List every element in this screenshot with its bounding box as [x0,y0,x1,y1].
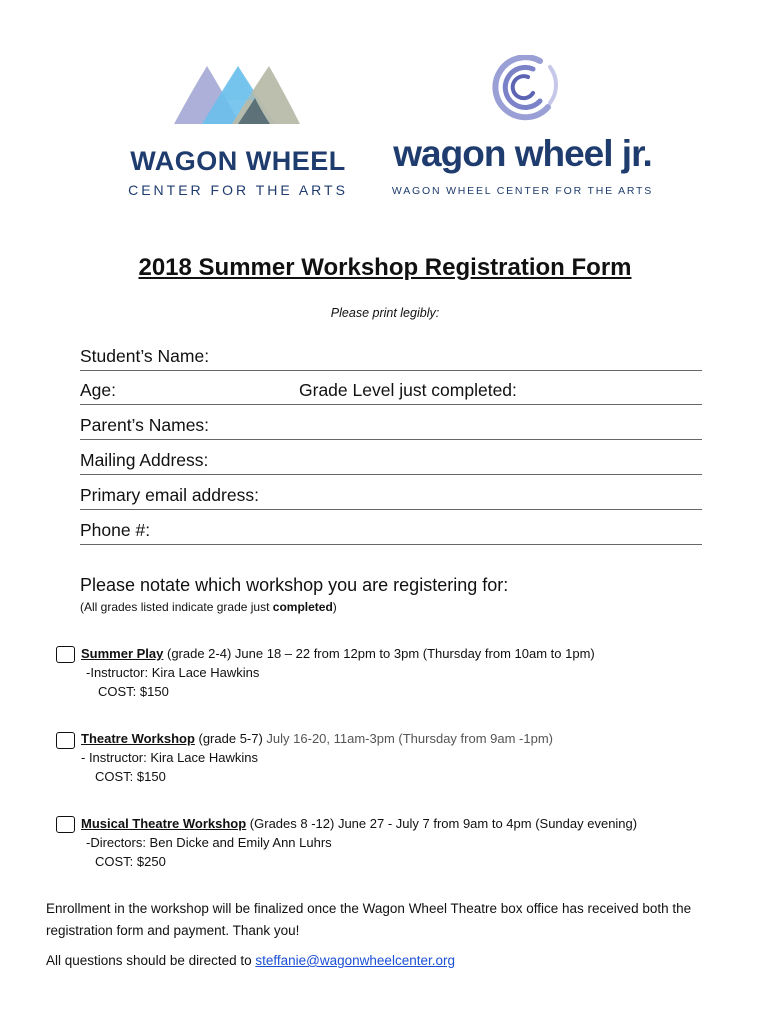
musical-theatre-details: (Grades 8 -12) June 27 - July 7 from 9am to 4pm (Sunday evening) [246,816,638,831]
grades-note [80,600,337,614]
student-name-field[interactable] [80,344,702,371]
phone-field[interactable] [80,518,702,545]
main-logo-title: WAGON WHEEL [130,146,346,176]
triangles-icon [110,62,366,142]
musical-theatre-name: Musical Theatre Workshop [81,816,247,831]
grades-note-prefix: (All grades listed indicate grade just [80,600,273,614]
musical-theatre-checkbox[interactable] [56,816,75,833]
parents-names-label: Parent’s Names: [80,415,210,435]
wagon-wheel-logo [110,62,366,202]
email-field[interactable] [80,483,702,510]
form-title: 2018 Summer Workshop Registration Form [138,254,632,281]
summer-play-details: (grade 2-4) June 18 – 22 from 12pm to 3pm (Thursday from 10am to 1pm) [163,646,595,661]
parents-names-field[interactable] [80,413,702,440]
theatre-workshop-line [81,731,553,746]
main-logo-subtitle: CENTER FOR THE ARTS [128,182,348,198]
contact-email-link[interactable]: steffanie@wagonwheelcenter.org [255,953,455,968]
age-grade-field[interactable] [80,378,702,405]
summer-play-instructor: -Instructor: Kira Lace Hawkins [86,665,260,680]
enrollment-line-2: registration form and payment. Thank you! [46,923,300,938]
wagon-wheel-jr-logo [390,55,655,205]
theatre-workshop-cost: COST: $150 [95,769,166,784]
mailing-address-label: Mailing Address: [80,450,209,470]
theatre-workshop-grades: (grade 5-7) [194,731,263,746]
student-name-label: Student’s Name: [80,346,210,366]
grades-note-suffix: ) [332,600,337,614]
summer-play-checkbox[interactable] [56,646,75,663]
workshop-heading: Please notate which workshop you are registering for: [80,575,509,595]
mailing-address-field[interactable] [80,448,702,475]
jr-logo-title: wagon wheel jr. [393,133,652,174]
jr-logo-subtitle: WAGON WHEEL CENTER FOR THE ARTS [391,185,654,197]
summer-play-name: Summer Play [81,646,164,661]
age-label: Age: [80,380,116,400]
musical-theatre-directors: -Directors: Ben Dicke and Emily Ann Luhrs [86,835,332,850]
summer-play-line [81,646,595,661]
musical-theatre-line [81,816,637,831]
grade-level-label: Grade Level just completed: [299,380,517,400]
theatre-workshop-name: Theatre Workshop [81,731,195,746]
musical-theatre-cost: COST: $250 [95,854,166,869]
grades-note-bold: completed [272,600,333,614]
phone-label: Phone #: [80,520,151,540]
summer-play-cost: COST: $150 [98,684,169,699]
theatre-workshop-instructor: - Instructor: Kira Lace Hawkins [81,750,259,765]
questions-prefix: All questions should be directed to [46,953,256,968]
questions-line [46,953,455,968]
theatre-workshop-checkbox[interactable] [56,732,75,749]
swirl-icon [390,55,655,135]
theatre-workshop-dates: July 16-20, 11am-3pm (Thursday from 9am -1pm) [262,731,554,746]
email-label: Primary email address: [80,485,259,505]
print-note: Please print legibly: [330,306,440,320]
enrollment-line-1: Enrollment in the workshop will be finalized once the Wagon Wheel Theatre box office has received both the [46,901,692,916]
